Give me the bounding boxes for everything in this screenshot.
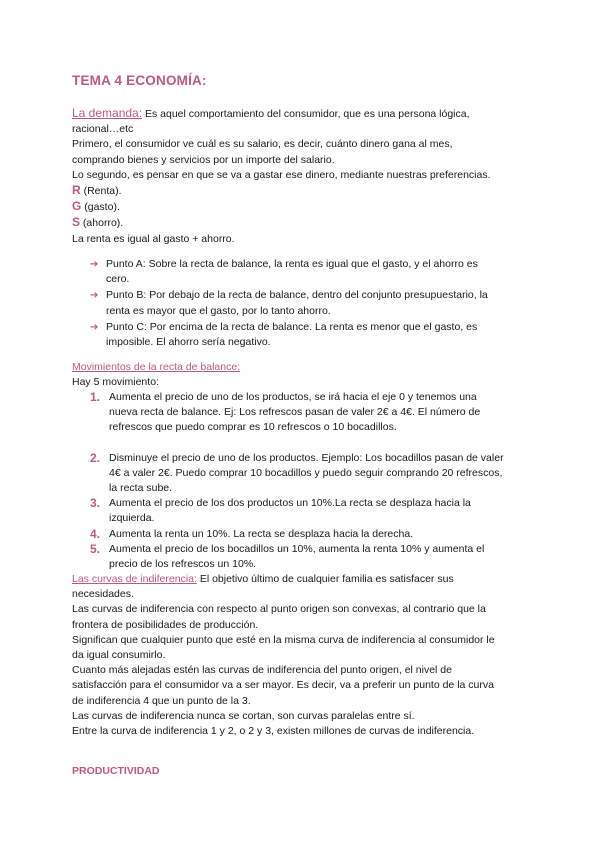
list-item: ➔ Punto B: Por debajo de la recta de balance, dentro del conjunto presupuestario, la renta es mayor que el gasto, por lo tanto ahorro. — [90, 289, 488, 317]
s-text: (ahorro). — [80, 217, 124, 230]
list-item: ➔ Punto C: Por encima de la recta de balance. La renta es menor que el gasto, es imposible. El ahorro sería negativo. — [90, 320, 478, 349]
demand-section — [72, 106, 532, 247]
list-item: 3. Aumenta el precio de los dos productos un 10%.La recta se desplaza hacia la izquierda. — [90, 496, 471, 525]
arrow-icon: ➔ — [90, 259, 99, 270]
g-text: (gasto). — [81, 201, 120, 214]
r-letter: R — [72, 183, 81, 198]
list-number: 5. — [90, 541, 101, 556]
list-number: 3. — [90, 496, 101, 511]
list-number: 4. — [90, 526, 101, 541]
indifference-heading: Las curvas de indiferencia: — [72, 573, 197, 585]
list-item: 5. Aumenta el precio de los bocadillos un 10%, aumenta la renta 10% y aumenta el precio de los refrescos un 10%. — [90, 541, 485, 571]
arrow-icon: ➔ — [90, 321, 99, 333]
demand-text: Es aquel comportamiento del consumidor, que es una persona lógica, — [142, 108, 470, 120]
points-list — [90, 257, 530, 351]
indifference-section: Las curvas de indiferencia: El objetivo último de cualquier familia es satisfacer sus necesidades. Las curvas de indiferencia con respecto al punto origen son convexas, al contrario que la frontera de posibilidades de producción. Significan que cualquier punto que esté en la misma curva de indiferencia al consumidor le da igual consumirlo. Cuanto más alejadas estén las curvas de indiferencia del punto origen, el nivel de satisfacción para el consumidor va a ser mayor. Es decir, va a preferir un punto de la curva de indiferencia 4 que un punto de la 3. Las curvas de indiferencia nunca se cortan, son curvas paralelas entre sí. Entre la curva de indiferencia 1 y 2, o 2 y 3, existen millones de curvas de indiferencia. — [72, 573, 495, 738]
s-letter: S — [72, 215, 81, 230]
movements-list — [90, 390, 530, 572]
formula-line: La renta es igual al gasto + ahorro. — [72, 232, 235, 245]
arrow-icon: ➔ — [90, 290, 99, 302]
list-item: 2. Disminuye el precio de uno de los productos. Ejemplo: Los bocadillos pasan de valer 4€ a valer 2€. Puedo comprar 10 bocadillos y puedo seguir comprando 20 refrescos, la recta sube. — [90, 450, 504, 495]
productivity-heading: PRODUCTIVIDAD — [72, 765, 160, 777]
list-number: 2. — [90, 450, 101, 465]
demand-line: Primero, el consumidor ve cuál es su salario, es decir, cuánto dinero gana al mes, — [72, 138, 453, 151]
r-text: (Renta). — [80, 185, 122, 198]
g-letter: G — [72, 199, 82, 214]
movements-heading: Movimientos de la recta de balance: — [72, 361, 241, 373]
list-item: 1. Aumenta el precio de uno de los productos, se irá hacia el eje 0 y tenemos una nueva recta de balance. Ej: Los refrescos pasan de valer 2€ a 4€. El número de refrescos que puedo comprar es 10 refrescos o 10 bocadillos. — [90, 390, 481, 434]
page-title: TEMA 4 ECONOMÍA: — [72, 73, 207, 88]
demand-line: comprando bienes y servicios por un importe del salario. — [72, 153, 335, 166]
list-number: 1. — [90, 390, 101, 404]
movements-section — [72, 360, 532, 390]
demand-line: racional…etc — [72, 123, 134, 136]
list-item: ➔ Punto A: Sobre la recta de balance, la renta es igual que el gasto, y el ahorro es cero. — [90, 258, 478, 286]
demand-line: Lo segundo, es pensar en que se va a gastar ese dinero, mediante nuestras preferencias. — [72, 168, 491, 181]
movements-intro: Hay 5 movimiento: — [72, 376, 159, 389]
list-item: 4. Aumenta la renta un 10%. La recta se desplaza hacia la derecha. — [90, 526, 414, 541]
demand-heading: La demanda: — [72, 106, 143, 120]
